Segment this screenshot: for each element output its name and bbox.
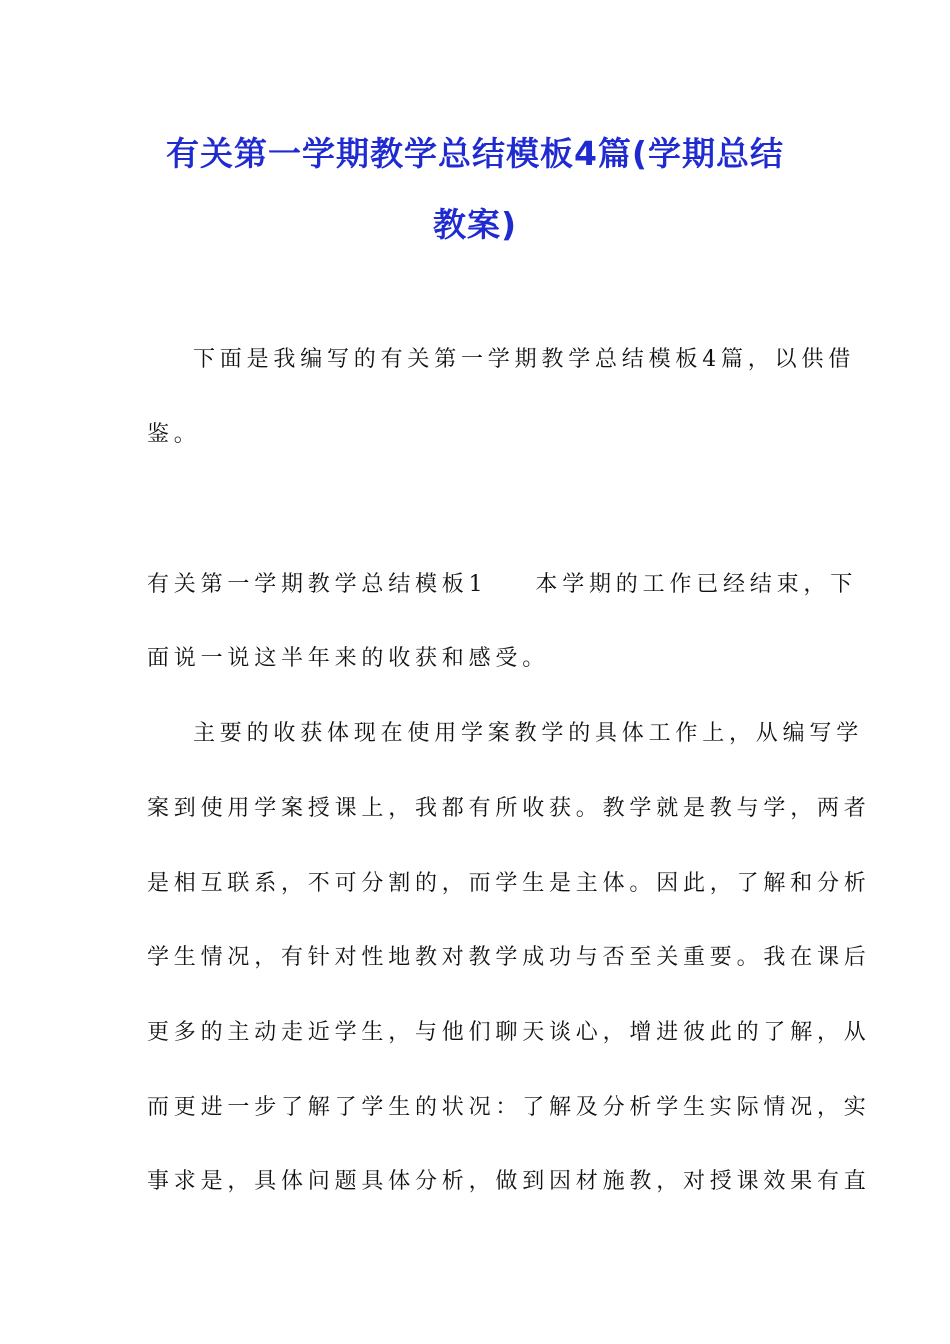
body-line: 案到使用学案授课上，我都有所收获。教学就是教与学，两者: [147, 796, 871, 821]
document-title-line-2: 教案): [432, 205, 518, 244]
body-line: 是相互联系，不可分割的，而学生是主体。因此，了解和分析: [147, 871, 871, 896]
body-line: 主要的收获体现在使用学案教学的具体工作上，从编写学: [193, 721, 864, 746]
body-line: 而更进一步了解了学生的状况：了解及分析学生实际情况，实: [147, 1095, 871, 1120]
intro-line-1: 下面是我编写的有关第一学期教学总结模板4篇，以供借: [193, 347, 855, 372]
body-line: 学生情况，有针对性地教对教学成功与否至关重要。我在课后: [147, 945, 871, 970]
section-text-line-2: 面说一说这半年来的收获和感受。: [147, 646, 550, 671]
section-first-line: [147, 572, 858, 597]
section-heading: 有关第一学期教学总结模板1: [147, 572, 488, 597]
intro-line-2: 鉴。: [147, 422, 201, 447]
document-title-line-1: 有关第一学期教学总结模板4篇(学期总结: [165, 134, 785, 173]
body-line: 更多的主动走近学生，与他们聊天谈心，增进彼此的了解，从: [147, 1020, 871, 1045]
body-line: 事求是，具体问题具体分析，做到因材施教，对授课效果有直: [147, 1169, 871, 1194]
section-text-line-1: 本学期的工作已经结束，下: [535, 572, 858, 597]
